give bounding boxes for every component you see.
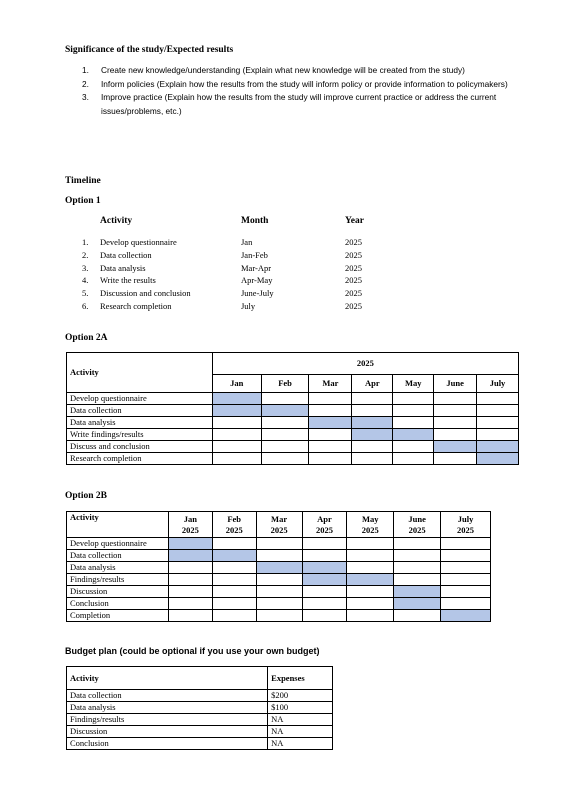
gantt-empty-cell (393, 441, 434, 453)
gantt-empty-cell (477, 393, 519, 405)
gantt-empty-cell (441, 598, 491, 610)
option1-row (82, 300, 402, 313)
gantt-empty-cell (441, 574, 491, 586)
gantt-empty-cell (434, 429, 477, 441)
activity-label: Findings/results (67, 574, 169, 586)
gantt-bar-cell (261, 405, 309, 417)
gantt-empty-cell (477, 417, 519, 429)
table-row (67, 690, 333, 702)
activity-label: Data analysis (67, 417, 213, 429)
gantt-empty-cell (394, 610, 441, 622)
month-header: Mar (309, 375, 352, 393)
month-header: June (434, 375, 477, 393)
month-header (256, 512, 302, 538)
option2b-gantt-table (66, 511, 491, 622)
gantt-empty-cell (256, 550, 302, 562)
gantt-empty-cell (393, 393, 434, 405)
gantt-empty-cell (212, 586, 256, 598)
gantt-empty-cell (168, 586, 212, 598)
table-row (67, 610, 491, 622)
budget-col-activity: Activity (67, 667, 268, 690)
gantt-empty-cell (261, 393, 309, 405)
table-row (67, 738, 333, 750)
gantt-empty-cell (434, 405, 477, 417)
gantt-empty-cell (302, 598, 347, 610)
gantt-empty-cell (302, 538, 347, 550)
budget-heading: Budget plan (could be optional if you use your own budget) (65, 646, 320, 656)
gantt-empty-cell (256, 610, 302, 622)
budget-expense: $200 (268, 690, 333, 702)
gantt-empty-cell (394, 550, 441, 562)
row-month: July (241, 300, 256, 311)
list-text: Create new knowledge/understanding (Explain what new knowledge will be created from the study) (101, 65, 465, 75)
row-activity: Data analysis (100, 262, 146, 273)
month-name: May (362, 513, 379, 524)
gantt-empty-cell (212, 453, 261, 465)
option2b-col-activity: Activity (67, 512, 169, 538)
row-activity: Discussion and conclusion (100, 288, 191, 299)
gantt-bar-cell (212, 405, 261, 417)
table-row (67, 598, 491, 610)
option2a-year-header: 2025 (212, 353, 518, 375)
list-number: 1. (82, 65, 89, 75)
gantt-empty-cell (309, 453, 352, 465)
month-header (441, 512, 491, 538)
gantt-empty-cell (212, 562, 256, 574)
month-header: Feb (261, 375, 309, 393)
gantt-bar-cell (256, 562, 302, 574)
budget-activity: Data collection (67, 690, 268, 702)
month-year: 2025 (225, 524, 243, 535)
budget-expense: $100 (268, 702, 333, 714)
gantt-empty-cell (309, 429, 352, 441)
budget-activity: Findings/results (67, 714, 268, 726)
budget-activity: Conclusion (67, 738, 268, 750)
gantt-empty-cell (261, 417, 309, 429)
option1-col-activity: Activity (100, 216, 133, 226)
gantt-empty-cell (168, 562, 212, 574)
table-row (67, 417, 519, 429)
gantt-empty-cell (261, 429, 309, 441)
gantt-empty-cell (347, 610, 394, 622)
gantt-empty-cell (168, 598, 212, 610)
option2a-gantt-table (66, 352, 519, 465)
table-row (67, 453, 519, 465)
option1-heading: Option 1 (65, 196, 101, 206)
gantt-empty-cell (393, 405, 434, 417)
option1-row (82, 274, 402, 287)
gantt-empty-cell (394, 538, 441, 550)
gantt-empty-cell (477, 405, 519, 417)
gantt-empty-cell (212, 538, 256, 550)
row-year: 2025 (345, 300, 362, 311)
month-year: 2025 (408, 524, 426, 535)
option2a-body (67, 393, 519, 465)
gantt-empty-cell (347, 598, 394, 610)
gantt-bar-cell (212, 550, 256, 562)
gantt-empty-cell (393, 453, 434, 465)
table-row (67, 714, 333, 726)
gantt-bar-cell (168, 550, 212, 562)
option1-list (82, 236, 402, 313)
gantt-empty-cell (352, 441, 393, 453)
row-year: 2025 (345, 288, 362, 299)
option2b-body (67, 538, 491, 622)
gantt-empty-cell (309, 441, 352, 453)
gantt-empty-cell (256, 574, 302, 586)
list-item (65, 91, 515, 118)
option2b-heading: Option 2B (65, 491, 107, 501)
row-month: June-July (241, 288, 274, 299)
month-year: 2025 (315, 524, 333, 535)
budget-activity: Discussion (67, 726, 268, 738)
budget-table (66, 666, 333, 750)
gantt-empty-cell (212, 574, 256, 586)
list-item (65, 64, 515, 78)
month-header (212, 512, 256, 538)
gantt-empty-cell (352, 405, 393, 417)
gantt-empty-cell (394, 562, 441, 574)
activity-label: Write findings/results (67, 429, 213, 441)
gantt-empty-cell (434, 453, 477, 465)
month-header: Jan (212, 375, 261, 393)
gantt-empty-cell (309, 393, 352, 405)
row-month: Jan-Feb (241, 249, 268, 260)
activity-label: Completion (67, 610, 169, 622)
gantt-empty-cell (347, 550, 394, 562)
activity-label: Data collection (67, 405, 213, 417)
option1-col-month: Month (241, 216, 269, 226)
gantt-bar-cell (441, 610, 491, 622)
row-number: 2. (82, 249, 89, 260)
gantt-empty-cell (441, 562, 491, 574)
month-year: 2025 (270, 524, 288, 535)
gantt-bar-cell (212, 393, 261, 405)
month-name: Feb (227, 513, 242, 524)
gantt-bar-cell (168, 538, 212, 550)
table-row (67, 702, 333, 714)
gantt-empty-cell (441, 550, 491, 562)
list-item (65, 78, 515, 92)
gantt-empty-cell (347, 586, 394, 598)
option1-row (82, 249, 402, 262)
month-header (168, 512, 212, 538)
row-number: 3. (82, 262, 89, 273)
row-month: Jan (241, 237, 253, 247)
gantt-empty-cell (434, 417, 477, 429)
list-text: Improve practice (Explain how the results from the study will improve current practice or address the current issues/problems, etc.) (101, 92, 497, 116)
gantt-empty-cell (309, 405, 352, 417)
month-name: June (408, 513, 426, 524)
activity-label: Develop questionnaire (67, 393, 213, 405)
gantt-empty-cell (261, 453, 309, 465)
row-year: 2025 (345, 237, 362, 247)
activity-label: Data collection (67, 550, 169, 562)
activity-label: Research completion (67, 453, 213, 465)
gantt-bar-cell (394, 598, 441, 610)
gantt-empty-cell (168, 610, 212, 622)
row-number: 5. (82, 288, 89, 299)
option1-col-year: Year (345, 216, 364, 226)
table-row (67, 586, 491, 598)
row-activity: Research completion (100, 300, 172, 311)
month-year: 2025 (181, 524, 199, 535)
row-number: 6. (82, 300, 89, 311)
gantt-empty-cell (441, 586, 491, 598)
gantt-bar-cell (477, 453, 519, 465)
gantt-bar-cell (309, 417, 352, 429)
gantt-empty-cell (212, 610, 256, 622)
budget-col-expenses: Expenses (268, 667, 333, 690)
row-month: Apr-May (241, 275, 273, 286)
activity-label: Discussion (67, 586, 169, 598)
gantt-empty-cell (352, 453, 393, 465)
table-row (67, 574, 491, 586)
option1-row (82, 236, 402, 249)
budget-activity: Data analysis (67, 702, 268, 714)
gantt-bar-cell (347, 574, 394, 586)
month-name: Jan (183, 513, 197, 524)
gantt-empty-cell (352, 393, 393, 405)
option2a-heading: Option 2A (65, 333, 108, 343)
gantt-empty-cell (441, 538, 491, 550)
table-row (67, 512, 491, 538)
gantt-empty-cell (393, 417, 434, 429)
gantt-empty-cell (261, 441, 309, 453)
activity-label: Develop questionnaire (67, 538, 169, 550)
table-row (67, 726, 333, 738)
row-activity: Write the results (100, 275, 156, 286)
table-row (67, 667, 333, 690)
budget-expense: NA (268, 726, 333, 738)
timeline-heading: Timeline (65, 176, 101, 186)
table-row (67, 538, 491, 550)
row-month: Mar-Apr (241, 262, 272, 273)
gantt-bar-cell (302, 574, 347, 586)
gantt-bar-cell (477, 441, 519, 453)
gantt-empty-cell (212, 417, 261, 429)
month-header (347, 512, 394, 538)
table-row (67, 405, 519, 417)
month-name: Apr (317, 513, 332, 524)
gantt-empty-cell (302, 550, 347, 562)
table-row (67, 393, 519, 405)
list-number: 2. (82, 78, 89, 89)
month-header (394, 512, 441, 538)
month-header: May (393, 375, 434, 393)
row-year: 2025 (345, 275, 362, 286)
gantt-empty-cell (477, 429, 519, 441)
month-name: Mar (271, 513, 288, 524)
gantt-empty-cell (256, 598, 302, 610)
option1-row (82, 287, 402, 300)
gantt-empty-cell (347, 538, 394, 550)
gantt-bar-cell (393, 429, 434, 441)
row-activity: Data collection (100, 249, 152, 260)
row-year: 2025 (345, 249, 362, 260)
table-row (67, 441, 519, 453)
gantt-empty-cell (212, 598, 256, 610)
gantt-bar-cell (394, 586, 441, 598)
month-header: July (477, 375, 519, 393)
gantt-bar-cell (352, 417, 393, 429)
month-name: July (457, 513, 474, 524)
activity-label: Data analysis (67, 562, 169, 574)
significance-heading: Significance of the study/Expected results (65, 45, 234, 55)
budget-body (67, 690, 333, 750)
significance-list (65, 64, 515, 118)
budget-expense: NA (268, 738, 333, 750)
gantt-bar-cell (302, 562, 347, 574)
gantt-empty-cell (302, 610, 347, 622)
month-year: 2025 (361, 524, 379, 535)
activity-label: Conclusion (67, 598, 169, 610)
table-row (67, 562, 491, 574)
gantt-empty-cell (347, 562, 394, 574)
table-row (67, 429, 519, 441)
row-year: 2025 (345, 262, 362, 273)
gantt-empty-cell (168, 574, 212, 586)
table-row (67, 550, 491, 562)
gantt-empty-cell (434, 393, 477, 405)
row-number: 1. (82, 237, 89, 247)
option2a-col-activity: Activity (67, 353, 213, 393)
list-number: 3. (82, 92, 89, 103)
gantt-empty-cell (256, 586, 302, 598)
gantt-empty-cell (256, 538, 302, 550)
month-header (302, 512, 347, 538)
row-activity: Develop questionnaire (100, 237, 177, 247)
gantt-bar-cell (434, 441, 477, 453)
budget-expense: NA (268, 714, 333, 726)
option1-row (82, 262, 402, 275)
gantt-empty-cell (212, 441, 261, 453)
gantt-empty-cell (212, 429, 261, 441)
gantt-bar-cell (352, 429, 393, 441)
row-number: 4. (82, 275, 89, 286)
month-year: 2025 (457, 524, 475, 535)
list-text: Inform policies (Explain how the results from the study will inform policy or provide information to policymakers) (101, 78, 508, 89)
table-row (67, 353, 519, 375)
gantt-empty-cell (394, 574, 441, 586)
gantt-empty-cell (302, 586, 347, 598)
activity-label: Discuss and conclusion (67, 441, 213, 453)
month-header: Apr (352, 375, 393, 393)
